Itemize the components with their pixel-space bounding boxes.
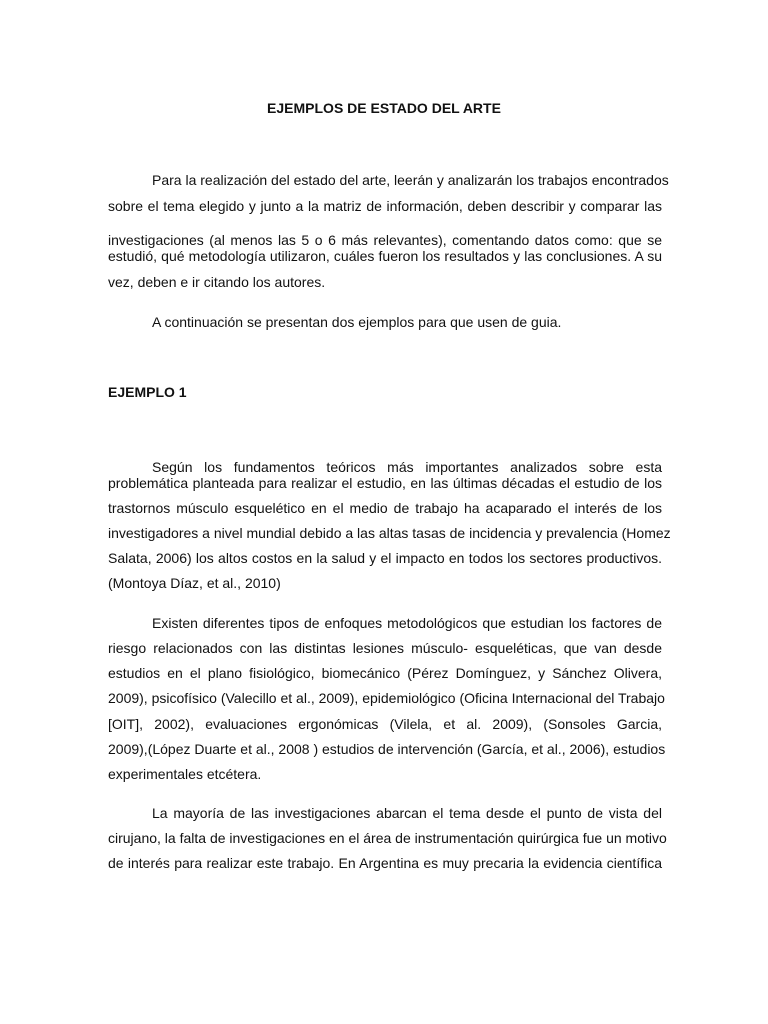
paragraph2-line: Existen diferentes tipos de enfoques metodológicos que estudian los factores de — [152, 615, 662, 631]
transition-text: A continuación se presentan dos ejemplos para que usen de guia. — [152, 314, 562, 330]
intro-line: sobre el tema elegido y junto a la matriz de información, deben describir y comparar las — [108, 198, 662, 214]
paragraph2-line: 2009),(López Duarte et al., 2008 ) estudios de intervención (García, et al., 2006), estudios — [108, 741, 666, 757]
intro-line: Para la realización del estado del arte, leerán y analizarán los trabajos encontrados — [152, 172, 669, 188]
paragraph3-line: de interés para realizar este trabajo. En Argentina es muy precaria la evidencia científica — [108, 855, 662, 871]
paragraph2-line: [OIT], 2002), evaluaciones ergonómicas (Vilela, et al. 2009), (Sonsoles Garcia, — [108, 716, 662, 732]
intro-line: investigaciones (al menos las 5 o 6 más relevantes), comentando datos como: que se — [108, 232, 662, 248]
paragraph2-line: riesgo relacionados con las distintas lesiones músculo- esqueléticas, que van desde — [108, 640, 662, 656]
paragraph3-line: La mayoría de las investigaciones abarcan el tema desde el punto de vista del — [152, 805, 662, 821]
document-title: EJEMPLOS DE ESTADO DEL ARTE — [267, 100, 501, 116]
paragraph1-line: Salata, 2006) los altos costos en la salud y el impacto en todos los sectores productivos. — [108, 550, 662, 566]
paragraph2-line: experimentales etcétera. — [108, 766, 262, 782]
intro-line: estudió, qué metodología utilizaron, cuáles fueron los resultados y las conclusiones. A su — [108, 248, 662, 264]
paragraph3-line: cirujano, la falta de investigaciones en el área de instrumentación quirúrgica fue un motivo — [108, 830, 667, 846]
paragraph1-line: problemática planteada para realizar el estudio, en las últimas décadas el estudio de los — [108, 475, 662, 491]
paragraph1-line: Según los fundamentos teóricos más importantes analizados sobre esta — [152, 459, 662, 475]
paragraph1-line: (Montoya Díaz, et al., 2010) — [108, 575, 281, 591]
paragraph2-line: 2009), psicofísico (Valecillo et al., 2009), epidemiológico (Oficina Internacional del Trabajo — [108, 690, 665, 706]
example-heading: EJEMPLO 1 — [108, 384, 187, 400]
paragraph1-line: trastornos músculo esquelético en el medio de trabajo ha acaparado el interés de los — [108, 500, 662, 516]
paragraph1-line: investigadores a nivel mundial debido a las altas tasas de incidencia y prevalencia (Homez — [108, 525, 671, 541]
intro-line: vez, deben e ir citando los autores. — [108, 274, 326, 290]
paragraph2-line: estudios en el plano fisiológico, biomecánico (Pérez Domínguez, y Sánchez Olivera, — [108, 665, 662, 681]
